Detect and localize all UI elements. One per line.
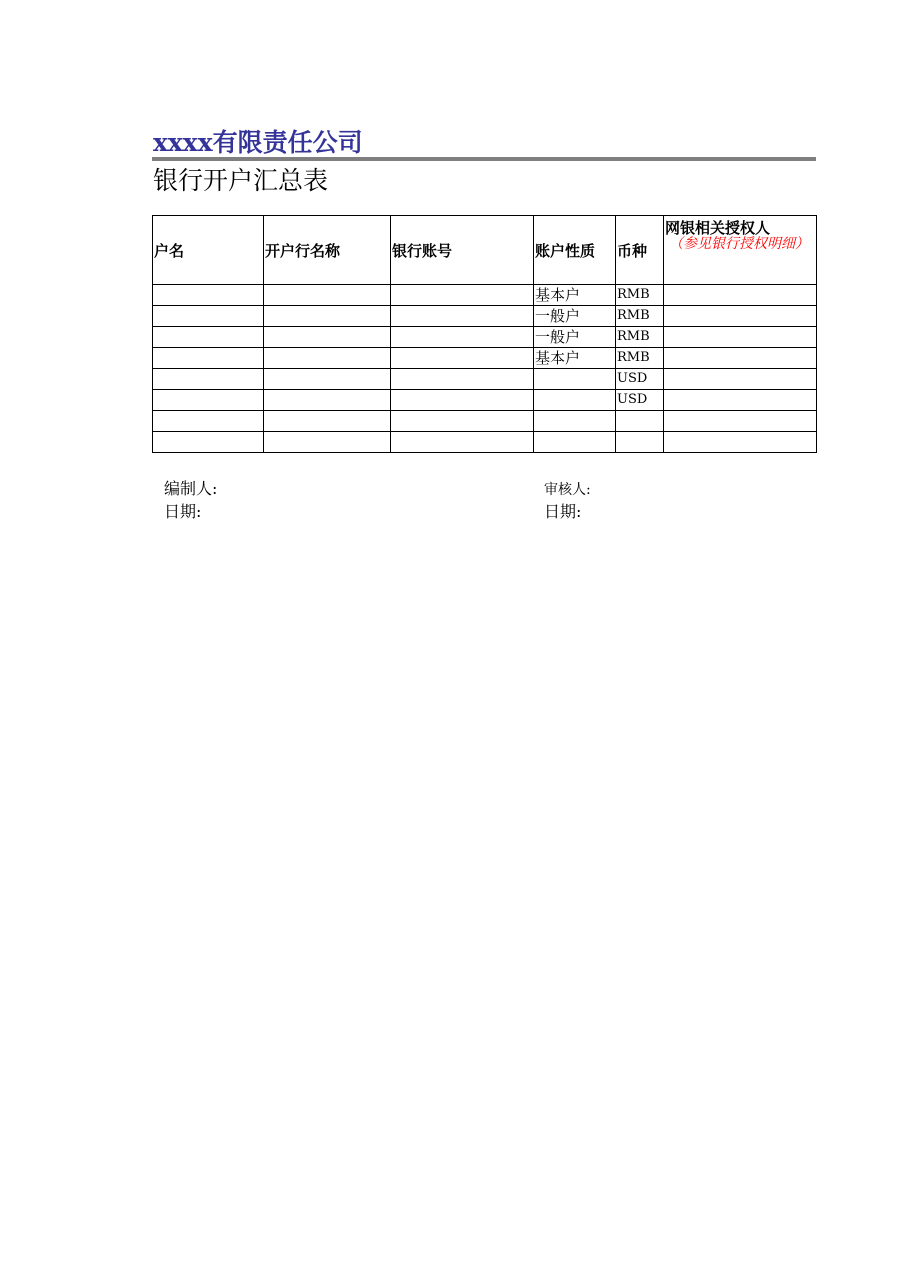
cell-account-type: [534, 369, 616, 390]
cell-account-number: [391, 369, 534, 390]
table-row: [153, 390, 817, 411]
header-authorizer-note: （参见银行授权明细）: [669, 236, 809, 252]
cell-account-type: 一般户: [534, 327, 616, 348]
cell-account-number: [391, 411, 534, 432]
table-body: [153, 285, 817, 453]
cell-account-name: [153, 306, 264, 327]
table-row: [153, 411, 817, 432]
cell-authorizer: [664, 411, 817, 432]
header-account-type: 账户性质: [534, 216, 616, 285]
cell-authorizer: [664, 348, 817, 369]
cell-account-number: [391, 348, 534, 369]
cell-bank-name: [264, 369, 391, 390]
cell-authorizer: [664, 327, 817, 348]
cell-authorizer: [664, 390, 817, 411]
header-currency: 币种: [616, 216, 664, 285]
cell-account-number: [391, 390, 534, 411]
header-authorizer-label: 网银相关授权人: [665, 219, 771, 237]
cell-bank-name: [264, 285, 391, 306]
cell-currency: RMB: [616, 285, 664, 306]
cell-account-number: [391, 285, 534, 306]
table-row: [153, 285, 817, 306]
table-row: [153, 306, 817, 327]
cell-bank-name: [264, 390, 391, 411]
table-row: [153, 327, 817, 348]
cell-account-name: [153, 390, 264, 411]
cell-currency: [616, 432, 664, 453]
cell-currency: [616, 411, 664, 432]
cell-bank-name: [264, 306, 391, 327]
table-row: [153, 432, 817, 453]
cell-account-type: [534, 411, 616, 432]
cell-authorizer: [664, 369, 817, 390]
review-date-label: 日期:: [544, 502, 582, 521]
cell-account-name: [153, 348, 264, 369]
cell-currency: USD: [616, 390, 664, 411]
cell-currency: RMB: [616, 306, 664, 327]
cell-currency: RMB: [616, 327, 664, 348]
cell-account-name: [153, 432, 264, 453]
cell-account-type: 基本户: [534, 285, 616, 306]
cell-account-name: [153, 411, 264, 432]
prepared-by-label: 编制人:: [164, 479, 218, 498]
table-header-row: [153, 216, 817, 285]
cell-account-type: [534, 390, 616, 411]
cell-bank-name: [264, 411, 391, 432]
header-authorizer: [664, 216, 817, 285]
cell-account-type: 基本户: [534, 348, 616, 369]
prepared-date-label: 日期:: [164, 502, 202, 521]
cell-account-name: [153, 285, 264, 306]
cell-account-name: [153, 369, 264, 390]
table-row: [153, 348, 817, 369]
cell-account-type: 一般户: [534, 306, 616, 327]
form-title: 银行开户汇总表: [153, 166, 329, 195]
cell-bank-name: [264, 348, 391, 369]
header-account-name: 户名: [153, 216, 264, 285]
bank-account-table: [152, 215, 817, 453]
cell-account-number: [391, 306, 534, 327]
cell-currency: USD: [616, 369, 664, 390]
cell-account-name: [153, 327, 264, 348]
cell-authorizer: [664, 432, 817, 453]
cell-account-number: [391, 432, 534, 453]
table-row: [153, 369, 817, 390]
cell-account-number: [391, 327, 534, 348]
reviewer-label: 审核人:: [544, 482, 591, 498]
cell-bank-name: [264, 327, 391, 348]
header-account-number: 银行账号: [391, 216, 534, 285]
cell-authorizer: [664, 306, 817, 327]
cell-authorizer: [664, 285, 817, 306]
cell-account-type: [534, 432, 616, 453]
cell-bank-name: [264, 432, 391, 453]
company-name: xxxx有限责任公司: [153, 128, 363, 157]
header-bank-name: 开户行名称: [264, 216, 391, 285]
cell-currency: RMB: [616, 348, 664, 369]
header-divider: [152, 157, 816, 161]
